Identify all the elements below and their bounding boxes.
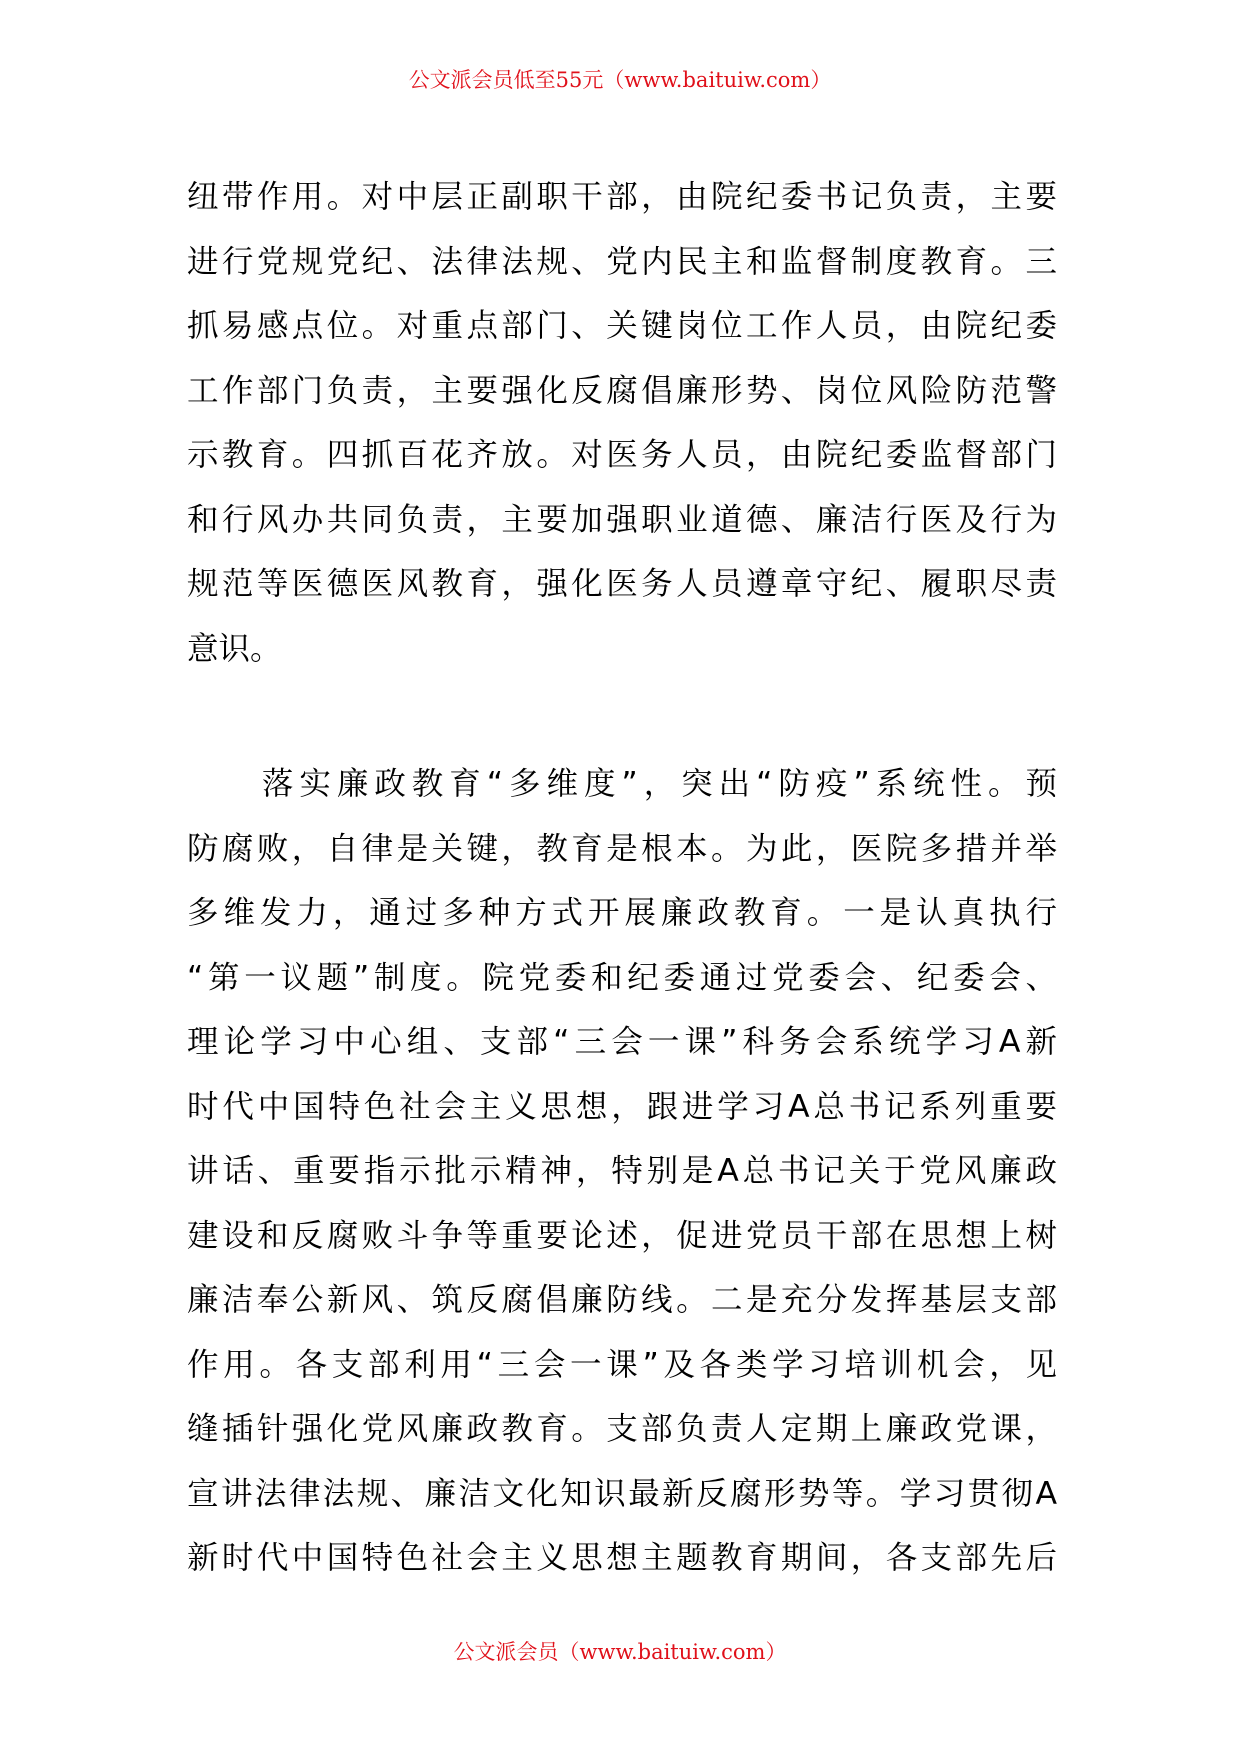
paragraph-line: 和行风办共同负责，主要加强职业道德、廉洁行医及行为 [187, 501, 1057, 538]
footer-watermark-banner: 公文派会员（www.baituiw.com） [453, 1640, 787, 1664]
header-watermark-banner: 公文派会员低至55元（www.baituiw.com） [408, 68, 832, 92]
paragraph-line: 意识。 [187, 630, 282, 667]
paragraph-2 [187, 752, 1057, 1591]
paragraph-line: 多维发力，通过多种方式开展廉政教育。一是认真执行 [187, 895, 1057, 931]
paragraph-line: 抓易感点位。对重点部门、关键岗位工作人员，由院纪委 [187, 308, 1057, 344]
paragraph-line: 新时代中国特色社会主义思想主题教育期间，各支部先后 [187, 1540, 1057, 1576]
paragraph-line: 讲话、重要指示批示精神，特别是A总书记关于党风廉政 [187, 1153, 1057, 1189]
paragraph-line: 规范等医德医风教育，强化医务人员遵章守纪、履职尽责 [187, 566, 1057, 602]
paragraph-line: 示教育。四抓百花齐放。对医务人员，由院纪委监督部门 [187, 437, 1057, 473]
paragraph-line: 宣讲法律法规、廉洁文化知识最新反腐形势等。学习贯彻A [187, 1475, 1057, 1512]
paragraph-line: 建设和反腐败斗争等重要论述，促进党员干部在思想上树 [187, 1217, 1057, 1254]
paragraph-line: 理论学习中心组、支部“三会一课”科务会系统学习A新 [187, 1024, 1057, 1060]
paragraph-line: 进行党规党纪、法律法规、党内民主和监督制度教育。三 [187, 243, 1057, 280]
paragraph-line: 缝插针强化党风廉政教育。支部负责人定期上廉政党课， [187, 1411, 1057, 1447]
paragraph-line: 防腐败，自律是关键，教育是根本。为此，医院多措并举 [187, 830, 1057, 867]
paragraph-line: 作用。各支部利用“三会一课”及各类学习培训机会，见 [187, 1346, 1057, 1383]
paragraph-line: 时代中国特色社会主义思想，跟进学习A总书记系列重要 [187, 1088, 1057, 1125]
paragraph-line: “第一议题”制度。院党委和纪委通过党委会、纪委会、 [187, 959, 1057, 996]
paragraph-line: 廉洁奉公新风、筑反腐倡廉防线。二是充分发挥基层支部 [187, 1282, 1057, 1318]
paragraph-line: 落实廉政教育“多维度”，突出“防疫”系统性。预 [187, 766, 1057, 802]
paragraph-line: 纽带作用。对中层正副职干部，由院纪委书记负责，主要 [187, 179, 1057, 215]
paragraph-line: 工作部门负责，主要强化反腐倡廉形势、岗位风险防范警 [187, 372, 1057, 409]
paragraph-1 [187, 165, 1057, 681]
